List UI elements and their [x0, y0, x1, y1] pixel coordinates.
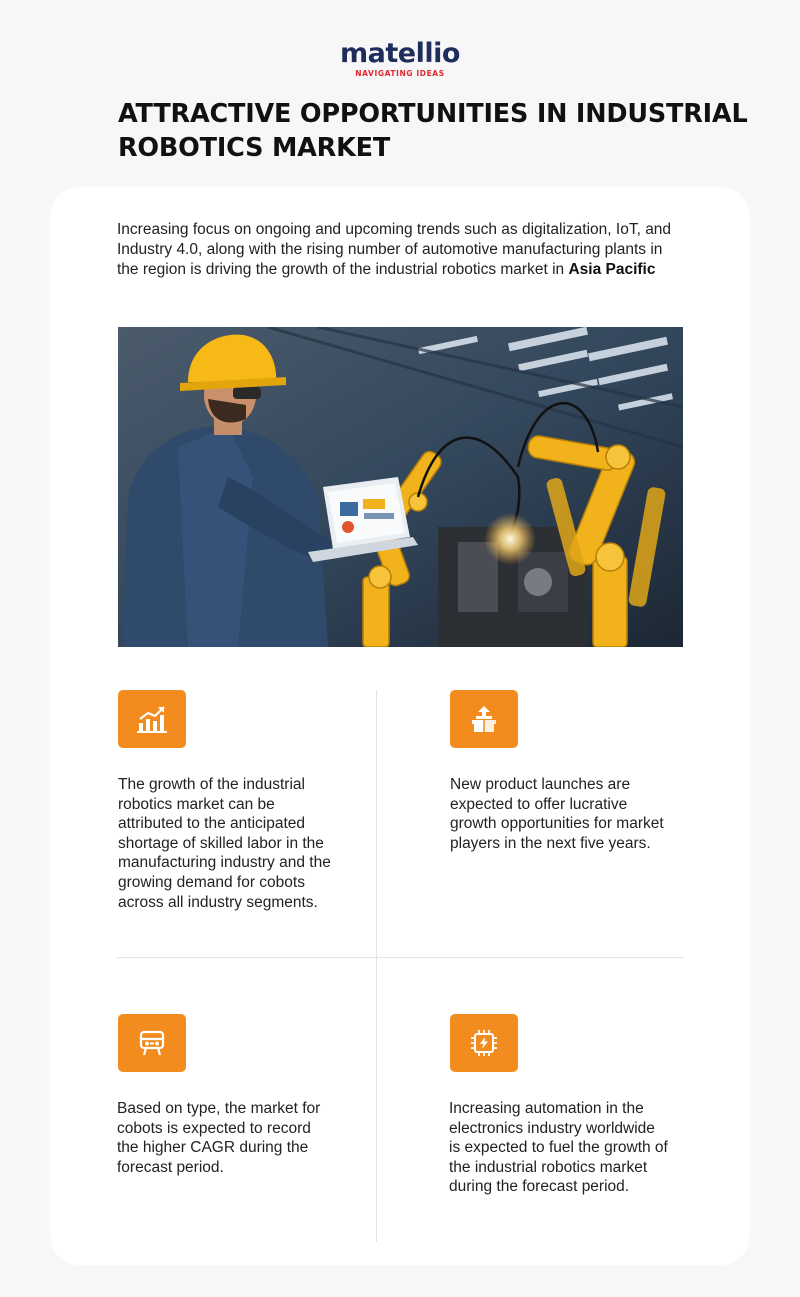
intro-text: Increasing focus on ongoing and upcoming trends such as digitalization, IoT, and Industry 4.0, along with the rising number of automotive manufacturing plants in the region is driving the growth of the industrial robotics market in [117, 221, 672, 278]
page-title: ATTRACTIVE OPPORTUNITIES IN INDUSTRIAL ROBOTICS MARKET [118, 99, 748, 163]
brand-tagline: NAVIGATING IDEAS [355, 69, 445, 78]
brand-logo [0, 40, 800, 78]
cobot-robot-icon [118, 1014, 186, 1072]
intro-paragraph [117, 220, 687, 280]
electronics-chip-icon [450, 1014, 518, 1072]
product-launch-box-icon [450, 690, 518, 748]
growth-chart-icon [118, 690, 186, 748]
feature-text: The growth of the industrial robotics market can be attributed to the anticipated shortage of skilled labor in the manufacturing industry and the growing demand for cobots across all industry segments. [118, 776, 331, 911]
feature-text: Based on type, the market for cobots is expected to record the higher CAGR during the forecast period. [117, 1100, 321, 1176]
intro-region: Asia Pacific [568, 261, 656, 278]
factory-illustration [118, 327, 683, 647]
grid-horizontal-divider [117, 957, 684, 958]
feature-text: Increasing automation in the electronics industry worldwide is expected to fuel the growth of the industrial robotics market during the forecast period. [449, 1100, 668, 1196]
feature-text: New product launches are expected to offer lucrative growth opportunities for market players in the next five years. [450, 776, 664, 852]
brand-name: matellio [340, 38, 460, 69]
grid-vertical-divider [376, 690, 377, 1242]
factory-photo [118, 327, 683, 647]
